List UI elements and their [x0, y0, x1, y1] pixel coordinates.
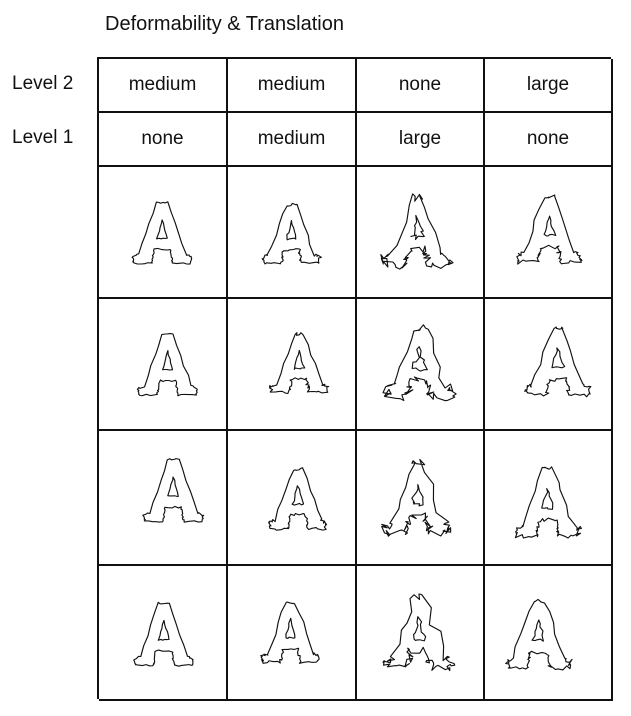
glyph-outer-outline — [134, 602, 193, 666]
letter-a-glyph — [485, 167, 611, 297]
sample-cell-r1-c2 — [228, 167, 357, 299]
sample-cell-r3-c4 — [485, 431, 613, 566]
glyph-outer-outline — [517, 195, 582, 264]
letter-a-glyph — [485, 431, 611, 564]
sample-cell-r4-c2 — [228, 566, 357, 701]
letter-a-glyph — [228, 167, 355, 297]
letter-a-glyph — [99, 431, 226, 564]
sample-cell-r4-c1 — [99, 566, 228, 701]
sample-cell-r2-c2 — [228, 299, 357, 431]
sample-cell-r2-c1 — [99, 299, 228, 431]
letter-a-glyph — [357, 167, 483, 297]
glyph-inner-counter — [163, 351, 173, 370]
glyph-outer-outline — [261, 602, 319, 663]
figure-title: Deformability & Translation — [105, 13, 344, 35]
glyph-outer-outline — [132, 202, 191, 264]
glyph-inner-counter — [552, 348, 565, 368]
letter-a-glyph — [357, 566, 483, 699]
glyph-inner-counter — [286, 618, 295, 638]
results-grid — [97, 57, 611, 699]
letter-a-glyph — [357, 431, 483, 564]
glyph-inner-counter — [287, 221, 296, 240]
glyph-inner-counter — [544, 216, 556, 236]
glyph-outer-outline — [137, 334, 197, 396]
level2-cell-col2: medium — [228, 59, 357, 113]
glyph-inner-counter — [158, 620, 169, 640]
glyph-outer-outline — [269, 468, 327, 531]
sample-cell-r2-c4 — [485, 299, 613, 431]
sample-cell-r3-c1 — [99, 431, 228, 566]
letter-a-glyph — [228, 299, 355, 429]
level2-cell-col4: large — [485, 59, 613, 113]
level1-cell-col3: large — [357, 113, 485, 167]
glyph-outer-outline — [381, 194, 453, 269]
glyph-outer-outline — [525, 327, 591, 397]
letter-a-glyph — [99, 566, 226, 699]
glyph-inner-counter — [542, 489, 553, 510]
glyph-inner-counter — [412, 485, 423, 506]
sample-cell-r3-c2 — [228, 431, 357, 566]
sample-cell-r1-c4 — [485, 167, 613, 299]
glyph-outer-outline — [383, 594, 455, 671]
glyph-inner-counter — [532, 620, 543, 641]
glyph-inner-counter — [292, 486, 303, 505]
sample-cell-r4-c3 — [357, 566, 485, 701]
level1-cell-col4: none — [485, 113, 613, 167]
letter-a-glyph — [99, 299, 226, 429]
letter-a-glyph — [485, 299, 611, 429]
glyph-inner-counter — [412, 347, 427, 371]
level2-cell-col1: medium — [99, 59, 228, 113]
letter-a-glyph — [485, 566, 611, 699]
glyph-outer-outline — [506, 599, 572, 669]
glyph-outer-outline — [270, 333, 329, 394]
glyph-outer-outline — [262, 203, 321, 264]
level1-cell-col2: medium — [228, 113, 357, 167]
letter-a-glyph — [228, 431, 355, 564]
letter-a-glyph — [357, 299, 483, 429]
level2-cell-col3: none — [357, 59, 485, 113]
glyph-inner-counter — [411, 216, 424, 240]
row-label-level-1: Level 1 — [12, 127, 74, 148]
glyph-outer-outline — [515, 467, 581, 538]
glyph-inner-counter — [414, 617, 426, 641]
glyph-outer-outline — [143, 459, 204, 523]
glyph-outer-outline — [383, 325, 456, 401]
level1-cell-col1: none — [99, 113, 228, 167]
glyph-inner-counter — [294, 350, 304, 369]
sample-cell-r1-c1 — [99, 167, 228, 299]
sample-cell-r2-c3 — [357, 299, 485, 431]
glyph-inner-counter — [168, 477, 178, 496]
sample-cell-r3-c3 — [357, 431, 485, 566]
glyph-inner-counter — [157, 220, 168, 239]
sample-cell-r4-c4 — [485, 566, 613, 701]
letter-a-glyph — [228, 566, 355, 699]
letter-a-glyph — [99, 167, 226, 297]
sample-cell-r1-c3 — [357, 167, 485, 299]
row-label-level-2: Level 2 — [12, 73, 74, 94]
glyph-outer-outline — [382, 459, 451, 536]
